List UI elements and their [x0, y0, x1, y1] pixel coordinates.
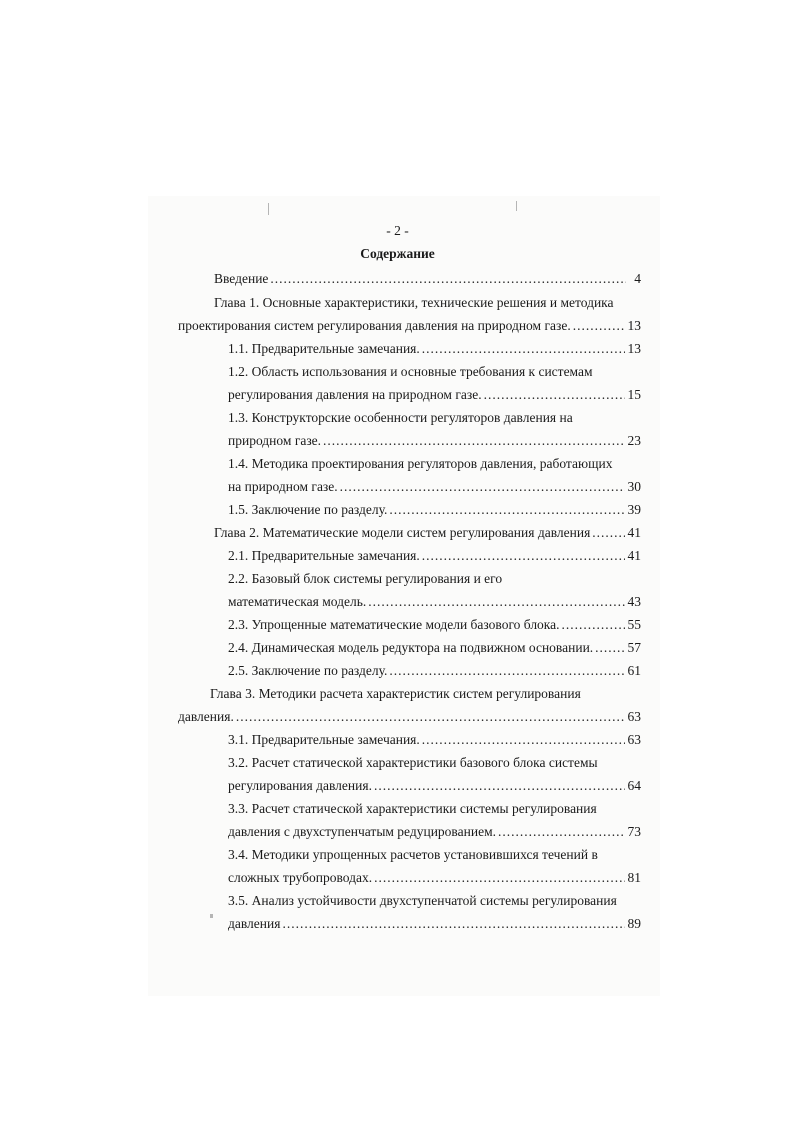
- toc-entry-section-1-2[interactable]: [228, 362, 641, 382]
- toc-entry-section-3-3-cont[interactable]: [228, 822, 641, 842]
- toc-entry-text: регулирования давления.: [228, 778, 372, 793]
- toc-entry-text: природном газе.: [228, 433, 322, 448]
- toc-entry-page: 61: [627, 663, 641, 678]
- toc-entry-text: Глава 2. Математические модели систем регулирования давления: [214, 525, 591, 540]
- toc-entry-page: 63: [627, 709, 641, 724]
- toc-entry-text: 2.4. Динамическая модель редуктора на подвижном основании.: [228, 640, 594, 655]
- toc-entry-section-3-3[interactable]: [228, 799, 641, 819]
- dot-leader: [592, 523, 624, 543]
- toc-entry-page: 89: [627, 916, 641, 931]
- toc-entry-chapter-3[interactable]: [210, 684, 641, 704]
- toc-entry-section-2-2-cont[interactable]: [228, 592, 641, 612]
- dot-leader: [374, 776, 625, 796]
- toc-entry-page: 15: [627, 387, 641, 402]
- toc-entry-text: давления: [228, 916, 281, 931]
- dot-leader: [484, 385, 625, 405]
- toc-entry-text: на природном газе.: [228, 479, 338, 494]
- toc-entry-text: 2.1. Предварительные замечания.: [228, 548, 420, 563]
- toc-entry-text: Введение: [214, 271, 269, 286]
- toc-entry-section-3-2-cont[interactable]: [228, 776, 641, 796]
- toc-entry-text: 2.2. Базовый блок системы регулирования и его: [228, 571, 503, 586]
- toc-entry-text: 1.5. Заключение по разделу.: [228, 502, 388, 517]
- toc-entry-section-3-5[interactable]: [228, 891, 641, 911]
- toc-entry-text: Глава 1. Основные характеристики, технические решения и методика: [214, 295, 614, 310]
- dot-leader: [368, 592, 624, 612]
- toc-entry-section-2-2[interactable]: [228, 569, 641, 589]
- toc-entry-section-2-1[interactable]: [228, 546, 641, 566]
- toc-entry-section-1-3-cont[interactable]: [228, 431, 641, 451]
- toc-entry-section-3-2[interactable]: [228, 753, 641, 773]
- toc-entry-text: 1.4. Методика проектирования регуляторов давления, работающих: [228, 456, 613, 471]
- dot-leader: [374, 868, 624, 888]
- toc-entry-page: 73: [627, 824, 641, 839]
- dot-leader: [282, 914, 624, 934]
- toc-entry-text: 3.4. Методики упрощенных расчетов установившихся течений в: [228, 847, 598, 862]
- toc-entry-page: 63: [627, 732, 641, 747]
- toc-entry-page: 23: [627, 433, 641, 448]
- toc-entry-text: 2.3. Упрощенные математические модели базового блока.: [228, 617, 560, 632]
- dot-leader: [498, 822, 625, 842]
- toc-entry-text: сложных трубопроводах.: [228, 870, 373, 885]
- dot-leader: [236, 707, 625, 727]
- toc-entry-text: давления.: [178, 709, 234, 724]
- toc-entry-page: 30: [627, 479, 641, 494]
- page-title: Содержание: [360, 246, 435, 261]
- toc-entry-section-1-1[interactable]: [228, 339, 641, 359]
- toc-entry-section-3-1[interactable]: [228, 730, 641, 750]
- toc-entry-section-2-3[interactable]: [228, 615, 641, 635]
- toc-entry-text: проектирования систем регулирования давления на природном газе.: [178, 318, 571, 333]
- toc-entry-section-2-5[interactable]: [228, 661, 641, 681]
- toc-entry-page: 13: [627, 341, 641, 356]
- toc-entry-text: математическая модель.: [228, 594, 367, 609]
- page-number: - 2 -: [386, 223, 409, 238]
- toc-entry-page: 64: [627, 778, 641, 793]
- dot-leader: [573, 316, 625, 336]
- toc-entry-section-3-5-cont[interactable]: [228, 914, 641, 934]
- toc-entry-section-2-4[interactable]: [228, 638, 641, 658]
- toc-entry-text: 1.1. Предварительные замечания.: [228, 341, 420, 356]
- toc-entry-section-1-4[interactable]: [228, 454, 641, 474]
- toc-entry-page: 4: [634, 271, 641, 286]
- toc-entry-page: 81: [627, 870, 641, 885]
- toc-entry-text: давления с двухступенчатым редуцированием.: [228, 824, 496, 839]
- toc-entry-chapter-1[interactable]: [214, 293, 641, 313]
- toc-entry-text: регулирования давления на природном газе.: [228, 387, 482, 402]
- dot-leader: [595, 638, 624, 658]
- dot-leader: [422, 339, 625, 359]
- dot-leader: [389, 661, 624, 681]
- toc-entry-page: 13: [627, 318, 641, 333]
- toc-entry-text: Глава 3. Методики расчета характеристик систем регулирования: [210, 686, 581, 701]
- toc-entry-chapter-3-cont[interactable]: [178, 707, 641, 727]
- toc-entry-section-1-3[interactable]: [228, 408, 641, 428]
- dot-leader: [562, 615, 625, 635]
- dot-leader: [340, 477, 625, 497]
- toc-entry-text: 3.1. Предварительные замечания.: [228, 732, 420, 747]
- toc-entry-text: 3.3. Расчет статической характеристики системы регулирования: [228, 801, 597, 816]
- toc-entry-introduction[interactable]: [214, 269, 641, 289]
- toc-entry-page: 55: [627, 617, 641, 632]
- toc-entry-section-1-5[interactable]: [228, 500, 641, 520]
- toc-entry-section-3-4[interactable]: [228, 845, 641, 865]
- toc-entry-text: 2.5. Заключение по разделу.: [228, 663, 388, 678]
- toc-entry-text: 3.5. Анализ устойчивости двухступенчатой системы регулирования: [228, 893, 617, 908]
- dot-leader: [422, 546, 625, 566]
- toc-entry-text: 1.2. Область использования и основные требования к системам: [228, 364, 593, 379]
- toc-entry-section-3-4-cont[interactable]: [228, 868, 641, 888]
- dot-leader: [389, 500, 624, 520]
- toc-entry-section-1-4-cont[interactable]: [228, 477, 641, 497]
- toc-entry-page: 41: [627, 548, 641, 563]
- toc-entry-page: 39: [627, 502, 641, 517]
- toc-entry-page: 57: [627, 640, 641, 655]
- dot-leader: [422, 730, 625, 750]
- dot-leader: [270, 269, 626, 289]
- toc-entry-text: 3.2. Расчет статической характеристики базового блока системы: [228, 755, 598, 770]
- toc-entry-section-1-2-cont[interactable]: [228, 385, 641, 405]
- toc-entry-chapter-2[interactable]: [214, 523, 641, 543]
- toc-entry-page: 43: [627, 594, 641, 609]
- dot-leader: [323, 431, 624, 451]
- toc-entry-chapter-1-cont[interactable]: [178, 316, 641, 336]
- toc-entry-page: 41: [627, 525, 641, 540]
- toc-entry-text: 1.3. Конструкторские особенности регуляторов давления на: [228, 410, 573, 425]
